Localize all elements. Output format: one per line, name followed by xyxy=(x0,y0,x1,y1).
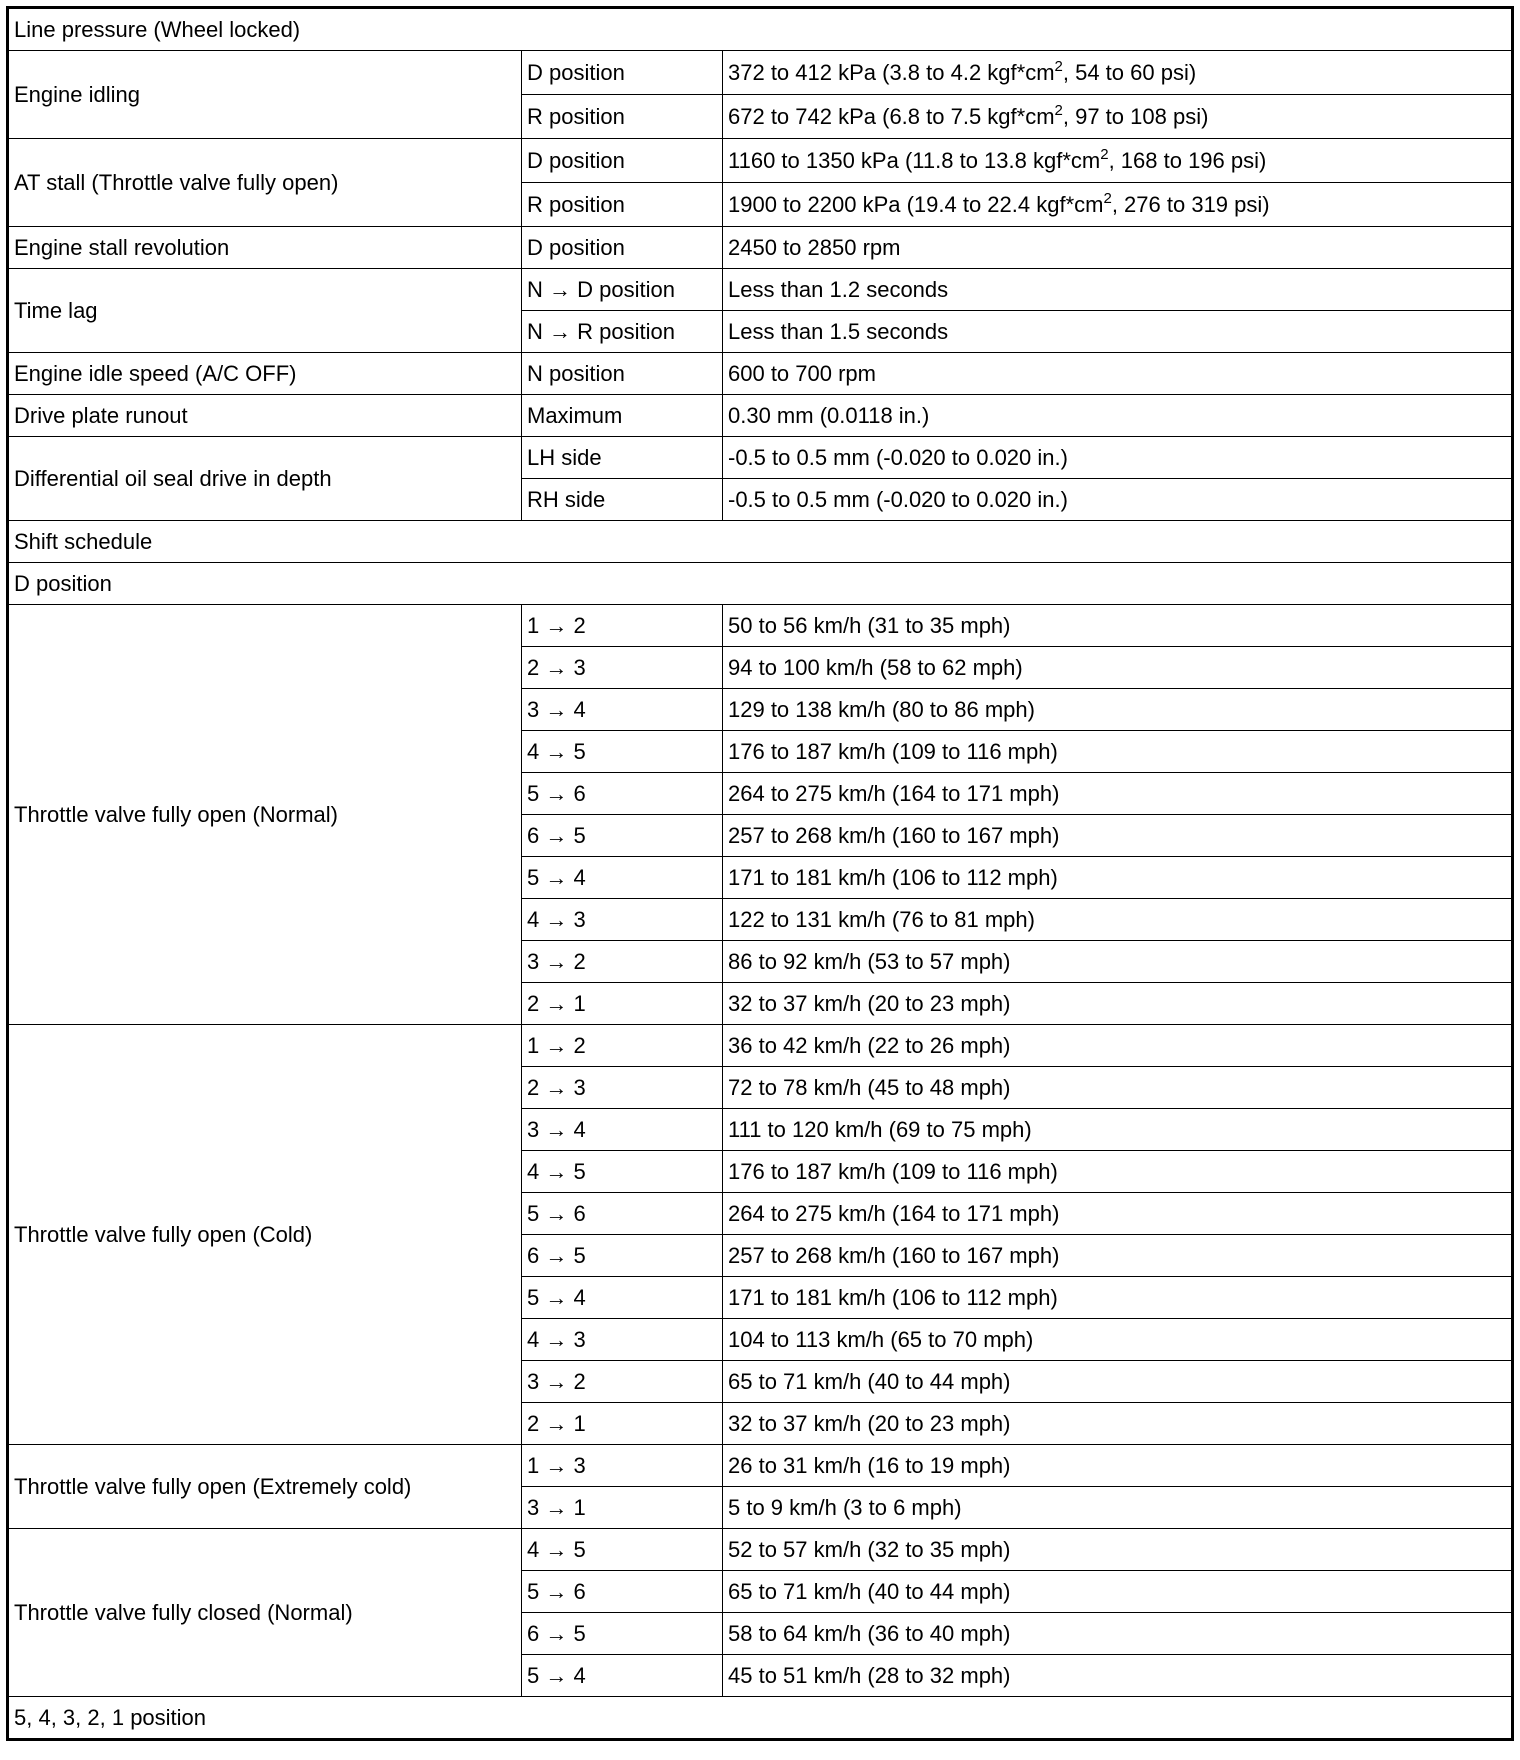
value-cell: 94 to 100 km/h (58 to 62 mph) xyxy=(723,647,1513,689)
condition-cell: 2 → 3 xyxy=(522,647,723,689)
condition-cell: 3 → 2 xyxy=(522,1361,723,1403)
table-row xyxy=(8,1445,1513,1487)
value-cell: Less than 1.2 seconds xyxy=(723,269,1513,311)
value-cell: 600 to 700 rpm xyxy=(723,353,1513,395)
value-cell: 104 to 113 km/h (65 to 70 mph) xyxy=(723,1319,1513,1361)
value-cell: 257 to 268 km/h (160 to 167 mph) xyxy=(723,1235,1513,1277)
condition-cell: 2 → 1 xyxy=(522,983,723,1025)
value-cell: 176 to 187 km/h (109 to 116 mph) xyxy=(723,731,1513,773)
condition-cell: 3 → 4 xyxy=(522,689,723,731)
section-heading: 5, 4, 3, 2, 1 position xyxy=(8,1697,1513,1740)
value-cell: 52 to 57 km/h (32 to 35 mph) xyxy=(723,1529,1513,1571)
condition-cell: 5 → 6 xyxy=(522,1193,723,1235)
table-row xyxy=(8,1025,1513,1067)
condition-cell: 4 → 5 xyxy=(522,731,723,773)
table-row xyxy=(8,353,1513,395)
condition-cell: 4 → 3 xyxy=(522,899,723,941)
condition-cell: R position xyxy=(522,183,723,227)
value-cell: 32 to 37 km/h (20 to 23 mph) xyxy=(723,1403,1513,1445)
condition-cell: 5 → 6 xyxy=(522,773,723,815)
value-cell: 171 to 181 km/h (106 to 112 mph) xyxy=(723,1277,1513,1319)
condition-cell: 1 → 2 xyxy=(522,1025,723,1067)
table-row xyxy=(8,605,1513,647)
value-cell: 0.30 mm (0.0118 in.) xyxy=(723,395,1513,437)
specification-table xyxy=(6,6,1514,1741)
value-cell: 171 to 181 km/h (106 to 112 mph) xyxy=(723,857,1513,899)
value-cell: 176 to 187 km/h (109 to 116 mph) xyxy=(723,1151,1513,1193)
value-cell: 264 to 275 km/h (164 to 171 mph) xyxy=(723,1193,1513,1235)
condition-cell: Maximum xyxy=(522,395,723,437)
condition-cell: N → R position xyxy=(522,311,723,353)
section-row xyxy=(8,563,1513,605)
table-row xyxy=(8,139,1513,183)
table-row xyxy=(8,51,1513,95)
value-cell: 257 to 268 km/h (160 to 167 mph) xyxy=(723,815,1513,857)
condition-cell: 6 → 5 xyxy=(522,1235,723,1277)
value-cell: -0.5 to 0.5 mm (-0.020 to 0.020 in.) xyxy=(723,479,1513,521)
item-label: Engine idle speed (A/C OFF) xyxy=(8,353,522,395)
value-cell: 36 to 42 km/h (22 to 26 mph) xyxy=(723,1025,1513,1067)
value-cell: 58 to 64 km/h (36 to 40 mph) xyxy=(723,1613,1513,1655)
value-cell: Less than 1.5 seconds xyxy=(723,311,1513,353)
section-row xyxy=(8,521,1513,563)
section-heading: D position xyxy=(8,563,1513,605)
section-row xyxy=(8,8,1513,51)
condition-cell: 5 → 4 xyxy=(522,857,723,899)
condition-cell: 6 → 5 xyxy=(522,815,723,857)
item-label: Time lag xyxy=(8,269,522,353)
condition-cell: D position xyxy=(522,51,723,95)
condition-cell: N → D position xyxy=(522,269,723,311)
value-cell: 5 to 9 km/h (3 to 6 mph) xyxy=(723,1487,1513,1529)
section-row xyxy=(8,1697,1513,1740)
condition-cell: 4 → 5 xyxy=(522,1151,723,1193)
condition-cell: LH side xyxy=(522,437,723,479)
condition-cell: 3 → 2 xyxy=(522,941,723,983)
section-heading: Line pressure (Wheel locked) xyxy=(8,8,1513,51)
condition-cell: 2 → 3 xyxy=(522,1067,723,1109)
table-row xyxy=(8,437,1513,479)
table-row xyxy=(8,395,1513,437)
value-cell: 672 to 742 kPa (6.8 to 7.5 $kgf*cm^2$, 97 to 108 psi) xyxy=(723,95,1513,139)
condition-cell: 3 → 1 xyxy=(522,1487,723,1529)
table-row xyxy=(8,269,1513,311)
value-cell: 65 to 71 km/h (40 to 44 mph) xyxy=(723,1361,1513,1403)
item-label: AT stall (Throttle valve fully open) xyxy=(8,139,522,227)
condition-cell: 3 → 4 xyxy=(522,1109,723,1151)
specification-table-body xyxy=(8,8,1513,1740)
item-label: Engine stall revolution xyxy=(8,227,522,269)
table-row xyxy=(8,1529,1513,1571)
value-cell: 26 to 31 km/h (16 to 19 mph) xyxy=(723,1445,1513,1487)
condition-cell: 6 → 5 xyxy=(522,1613,723,1655)
condition-cell: RH side xyxy=(522,479,723,521)
value-cell: 264 to 275 km/h (164 to 171 mph) xyxy=(723,773,1513,815)
condition-cell: N position xyxy=(522,353,723,395)
condition-cell: 1 → 2 xyxy=(522,605,723,647)
condition-cell: 5 → 6 xyxy=(522,1571,723,1613)
value-cell: 65 to 71 km/h (40 to 44 mph) xyxy=(723,1571,1513,1613)
item-label: Throttle valve fully open (Cold) xyxy=(8,1025,522,1445)
value-cell: 86 to 92 km/h (53 to 57 mph) xyxy=(723,941,1513,983)
section-heading: Shift schedule xyxy=(8,521,1513,563)
item-label: Drive plate runout xyxy=(8,395,522,437)
condition-cell: 5 → 4 xyxy=(522,1277,723,1319)
value-cell: 1900 to 2200 kPa (19.4 to 22.4 $kgf*cm^2$, 276 to 319 psi) xyxy=(723,183,1513,227)
condition-cell: 2 → 1 xyxy=(522,1403,723,1445)
value-cell: 1160 to 1350 kPa (11.8 to 13.8 $kgf*cm^2$, 168 to 196 psi) xyxy=(723,139,1513,183)
condition-cell: 4 → 5 xyxy=(522,1529,723,1571)
item-label: Throttle valve fully closed (Normal) xyxy=(8,1529,522,1697)
condition-cell: 5 → 4 xyxy=(522,1655,723,1697)
item-label: Throttle valve fully open (Normal) xyxy=(8,605,522,1025)
value-cell: 122 to 131 km/h (76 to 81 mph) xyxy=(723,899,1513,941)
condition-cell: D position xyxy=(522,227,723,269)
value-cell: 50 to 56 km/h (31 to 35 mph) xyxy=(723,605,1513,647)
value-cell: 45 to 51 km/h (28 to 32 mph) xyxy=(723,1655,1513,1697)
value-cell: 72 to 78 km/h (45 to 48 mph) xyxy=(723,1067,1513,1109)
item-label: Throttle valve fully open (Extremely cold) xyxy=(8,1445,522,1529)
item-label: Differential oil seal drive in depth xyxy=(8,437,522,521)
value-cell: 372 to 412 kPa (3.8 to 4.2 $kgf*cm^2$, 54 to 60 psi) xyxy=(723,51,1513,95)
condition-cell: R position xyxy=(522,95,723,139)
condition-cell: 1 → 3 xyxy=(522,1445,723,1487)
item-label: Engine idling xyxy=(8,51,522,139)
value-cell: 129 to 138 km/h (80 to 86 mph) xyxy=(723,689,1513,731)
value-cell: 111 to 120 km/h (69 to 75 mph) xyxy=(723,1109,1513,1151)
value-cell: 2450 to 2850 rpm xyxy=(723,227,1513,269)
condition-cell: D position xyxy=(522,139,723,183)
table-row xyxy=(8,227,1513,269)
value-cell: 32 to 37 km/h (20 to 23 mph) xyxy=(723,983,1513,1025)
value-cell: -0.5 to 0.5 mm (-0.020 to 0.020 in.) xyxy=(723,437,1513,479)
condition-cell: 4 → 3 xyxy=(522,1319,723,1361)
